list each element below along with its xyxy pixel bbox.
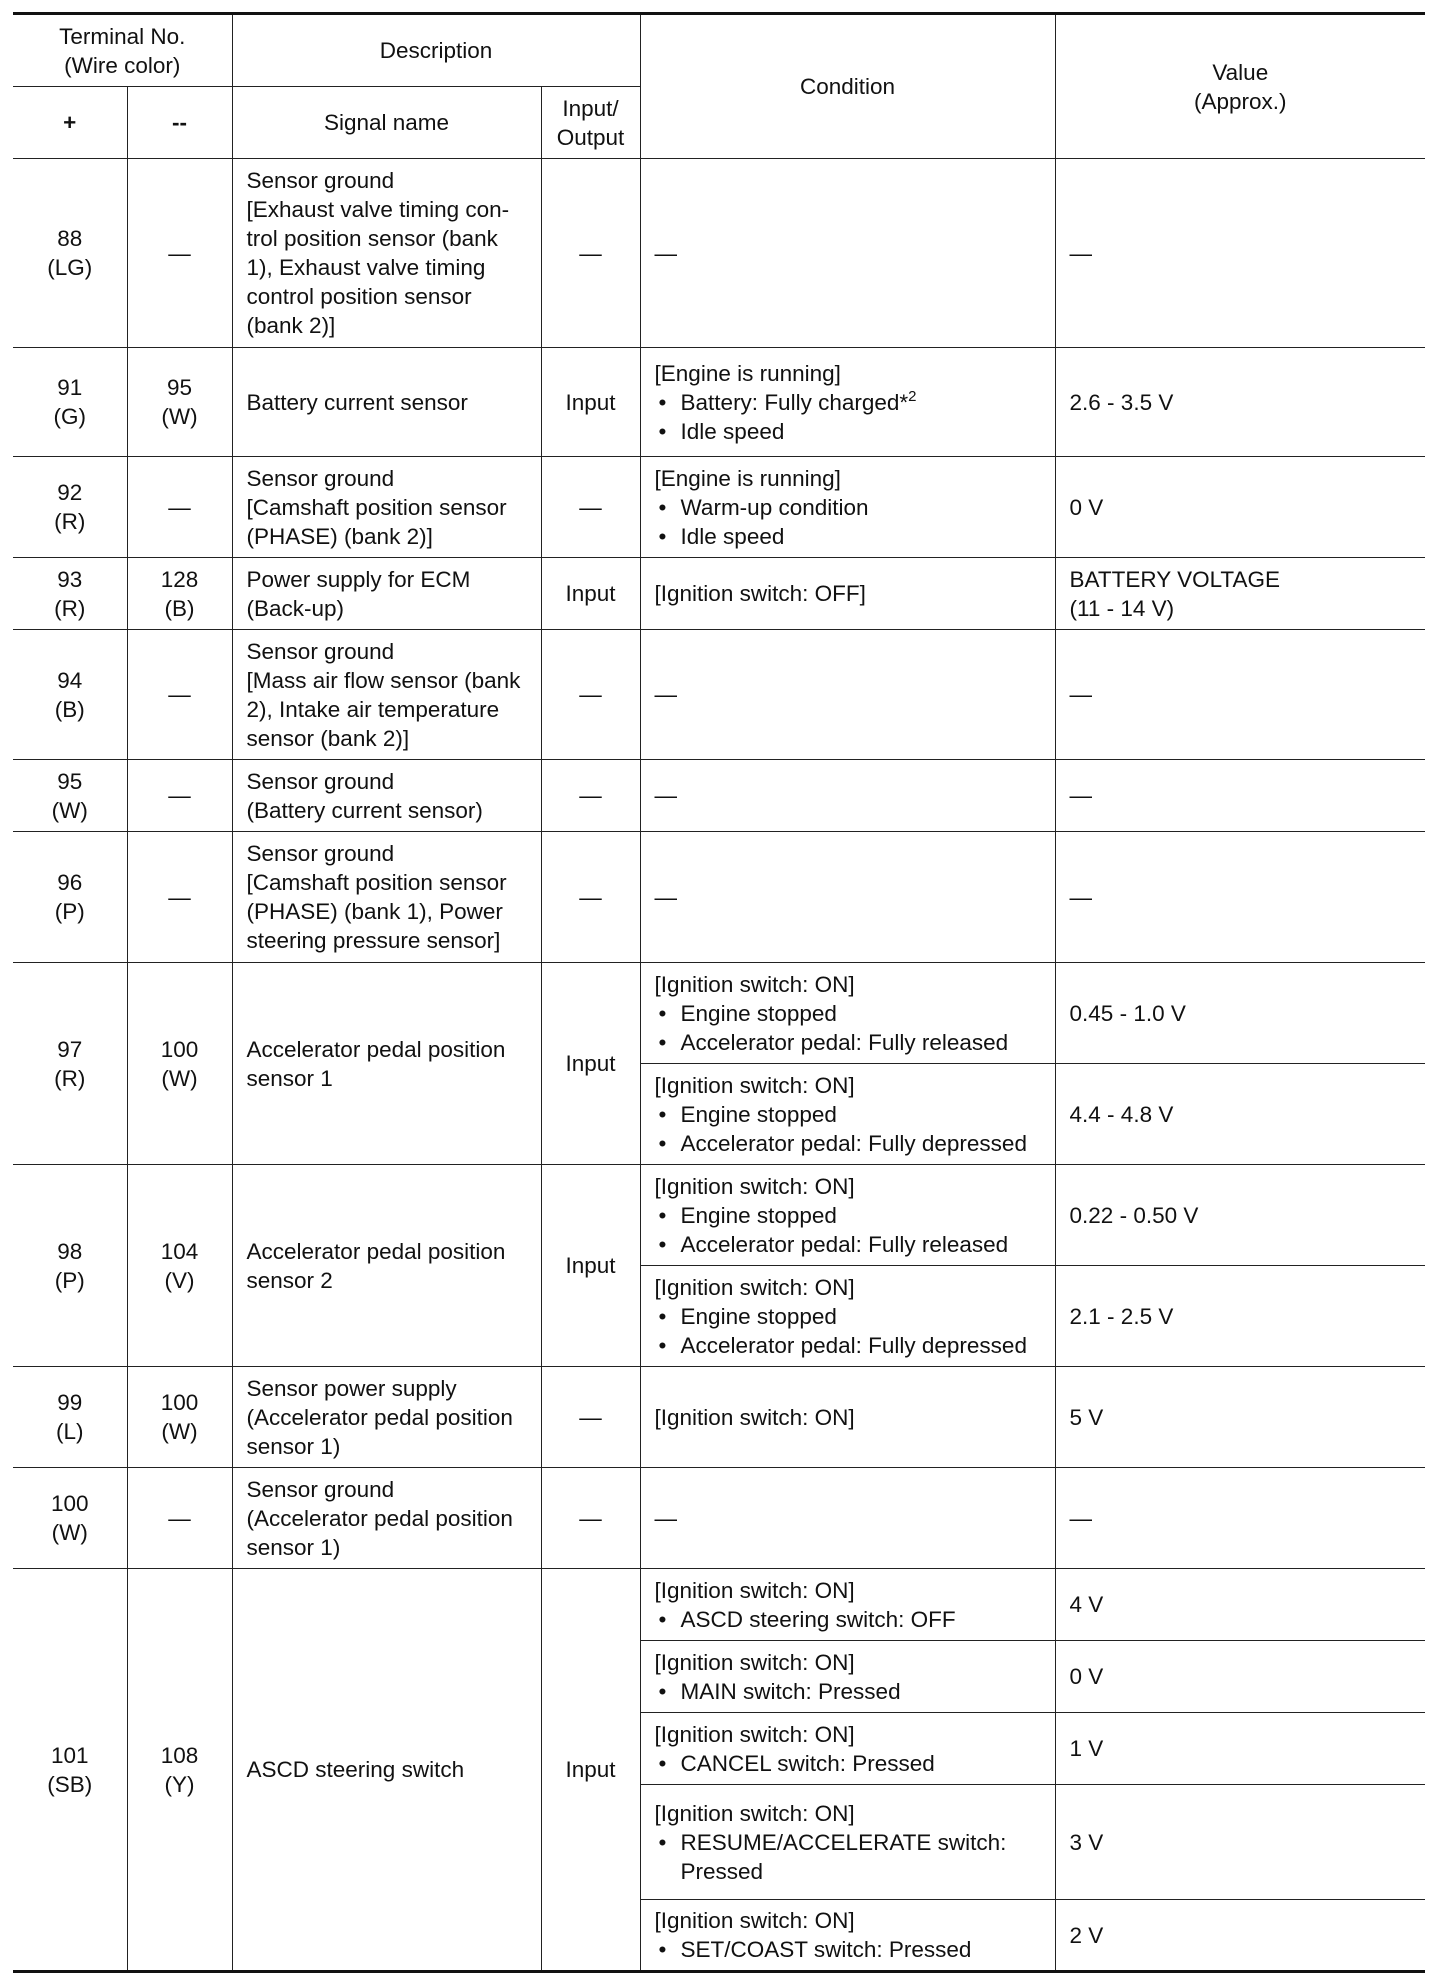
table-row — [13, 1367, 1425, 1468]
signal-name-cell — [232, 457, 541, 558]
terminal-plus-cell — [13, 558, 127, 630]
signal-name-line: Sensor ground — [246, 841, 395, 866]
signal-name-line: ASCD steering switch — [246, 1757, 465, 1782]
terminal-plus-cell — [13, 1165, 127, 1367]
condition-cell — [640, 1367, 1055, 1468]
io-value: Input — [565, 389, 616, 415]
terminal-minus-number: 104 — [160, 1238, 199, 1264]
condition-head: — — [654, 1505, 678, 1531]
value-text: 3 V — [1069, 1829, 1104, 1855]
terminal-plus-wire-color: (R) — [54, 595, 86, 621]
value-text: 0.45 - 1.0 V — [1069, 1000, 1186, 1026]
value-text: 2 V — [1069, 1922, 1104, 1948]
terminal-minus-cell — [127, 760, 232, 832]
header-row-top — [13, 14, 1425, 87]
signal-name-cell — [232, 348, 541, 457]
value-text: 0.22 - 0.50 V — [1069, 1202, 1199, 1228]
terminal-plus-wire-color: (P) — [54, 899, 85, 924]
condition-bullet — [655, 522, 1041, 551]
value-cell — [1055, 1713, 1425, 1785]
terminal-plus-wire-color: (P) — [54, 1267, 85, 1293]
table-row — [13, 963, 1425, 1064]
terminal-minus-cell — [127, 159, 232, 348]
value-text: 4.4 - 4.8 V — [1069, 1101, 1174, 1127]
plus-header — [13, 87, 127, 159]
terminal-minus-cell — [127, 558, 232, 630]
condition-bullet — [655, 1100, 1041, 1129]
terminal-plus-wire-color: (W) — [51, 1520, 88, 1545]
condition-bullet-text: Idle speed — [680, 523, 785, 549]
terminal-table-page — [13, 12, 1425, 1973]
condition-head: — — [654, 682, 678, 707]
io-cell — [541, 1468, 640, 1569]
io-label-line2: Output — [556, 124, 625, 150]
signal-name-cell — [232, 558, 541, 630]
terminal-plus-number: 95 — [57, 768, 83, 794]
condition-bullet-text: CANCEL switch: Pressed — [680, 1750, 935, 1776]
terminal-minus-wire-color: (V) — [164, 1267, 195, 1293]
condition-bullet-text: Engine stopped — [680, 1000, 837, 1026]
terminal-plus-number: 98 — [57, 1238, 83, 1264]
table-row — [13, 348, 1425, 457]
terminal-plus-cell — [13, 159, 127, 348]
terminal-minus-number: — — [168, 240, 191, 266]
terminal-minus-number: 100 — [160, 1036, 199, 1062]
condition-head: [Ignition switch: ON] — [654, 971, 855, 997]
condition-head: [Ignition switch: ON] — [654, 1577, 855, 1603]
condition-cell — [640, 1468, 1055, 1569]
value-cell — [1055, 1165, 1425, 1266]
table-row — [13, 1165, 1425, 1266]
terminal-minus-number: 95 — [166, 375, 193, 400]
condition-bullet — [655, 1302, 1041, 1331]
value-text: — — [1069, 240, 1093, 266]
signal-name-line: [Camshaft position sensor — [246, 494, 507, 520]
condition-cell — [640, 1569, 1055, 1641]
value-text: 0 V — [1069, 1664, 1104, 1689]
signal-name-line: control position sensor — [246, 284, 472, 309]
signal-name-cell — [232, 630, 541, 760]
condition-head: [Engine is running] — [654, 465, 841, 491]
condition-bullet-text: Engine stopped — [680, 1202, 837, 1228]
ecm-terminal-table — [13, 12, 1425, 1973]
condition-cell — [640, 760, 1055, 832]
table-row — [13, 457, 1425, 558]
io-cell — [541, 1165, 640, 1367]
value-cell — [1055, 1569, 1425, 1641]
plus-label: + — [63, 110, 77, 135]
minus-header — [127, 87, 232, 159]
value-cell — [1055, 1785, 1425, 1900]
table-row — [13, 558, 1425, 630]
condition-cell — [640, 1165, 1055, 1266]
condition-head: [Ignition switch: ON] — [654, 1274, 855, 1300]
signal-name-line: sensor 1) — [246, 1433, 341, 1459]
value-text: 0 V — [1069, 494, 1104, 520]
condition-bullet — [655, 1828, 1041, 1886]
terminal-plus-number: 93 — [57, 566, 83, 592]
value-text: 2.6 - 3.5 V — [1069, 389, 1174, 415]
terminal-plus-wire-color: (B) — [54, 696, 85, 722]
condition-bullet — [655, 1028, 1041, 1057]
condition-cell — [640, 630, 1055, 760]
terminal-minus-number: — — [168, 494, 191, 520]
signal-name-line: Sensor ground — [246, 168, 395, 193]
condition-cell — [640, 1641, 1055, 1713]
condition-head: [Ignition switch: OFF] — [654, 581, 866, 606]
value-cell — [1055, 558, 1425, 630]
io-header — [541, 87, 640, 159]
io-cell — [541, 760, 640, 832]
terminal-minus-cell — [127, 1367, 232, 1468]
terminal-minus-wire-color: (W) — [161, 1419, 198, 1444]
table-row — [13, 1468, 1425, 1569]
terminal-plus-number: 91 — [57, 375, 83, 400]
signal-name-line: sensor (bank 2)] — [246, 725, 410, 751]
terminal-minus-cell — [127, 1468, 232, 1569]
condition-bullet-text: Accelerator pedal: Fully depressed — [680, 1332, 1027, 1358]
signal-name-line: (bank 2)] — [246, 313, 336, 338]
terminal-plus-wire-color: (G) — [53, 404, 86, 429]
signal-name-cell — [232, 159, 541, 348]
value-cell — [1055, 963, 1425, 1064]
condition-head: [Ignition switch: ON] — [654, 1649, 855, 1675]
condition-head: [Ignition switch: ON] — [654, 1072, 855, 1098]
signal-name-line: Power supply for ECM — [246, 566, 471, 592]
signal-name-cell — [232, 963, 541, 1165]
io-cell — [541, 1569, 640, 1972]
condition-head: — — [654, 884, 678, 910]
condition-bullet — [655, 1605, 1041, 1634]
signal-name-line: 1), Exhaust valve timing — [246, 255, 486, 280]
terminal-minus-wire-color: (W) — [161, 1065, 198, 1091]
minus-label: -- — [172, 110, 187, 135]
terminal-minus-cell — [127, 630, 232, 760]
terminal-minus-cell — [127, 832, 232, 963]
io-cell — [541, 159, 640, 348]
terminal-plus-cell — [13, 630, 127, 760]
condition-head: [Ignition switch: ON] — [654, 1173, 855, 1199]
condition-head: — — [654, 240, 678, 266]
terminal-minus-cell — [127, 1165, 232, 1367]
io-value: — — [579, 494, 602, 520]
signal-name-cell — [232, 1367, 541, 1468]
terminal-no-header — [13, 14, 232, 87]
condition-bullet-text: Accelerator pedal: Fully released — [680, 1029, 1009, 1055]
signal-name-cell — [232, 1165, 541, 1367]
condition-bullet-text: Accelerator pedal: Fully depressed — [680, 1130, 1027, 1156]
terminal-plus-number: 97 — [57, 1036, 83, 1062]
io-value: Input — [565, 1051, 616, 1076]
value-cell — [1055, 1468, 1425, 1569]
io-value: — — [579, 1404, 602, 1430]
value-cell — [1055, 1367, 1425, 1468]
condition-cell — [640, 159, 1055, 348]
condition-cell — [640, 1266, 1055, 1367]
terminal-plus-number: 92 — [57, 480, 83, 505]
condition-bullet — [655, 388, 1041, 417]
signal-name-line: Sensor power supply — [246, 1375, 457, 1401]
value-text: — — [1069, 1505, 1093, 1531]
signal-name-line: steering pressure sensor] — [246, 928, 501, 953]
terminal-plus-cell — [13, 457, 127, 558]
value-cell — [1055, 760, 1425, 832]
terminal-minus-cell — [127, 1569, 232, 1972]
terminal-plus-cell — [13, 1367, 127, 1468]
condition-cell — [640, 558, 1055, 630]
value-label: Value — [1212, 59, 1269, 85]
value-cell — [1055, 832, 1425, 963]
signal-name-line: (Battery current sensor) — [246, 797, 483, 823]
condition-head: [Ignition switch: ON] — [654, 1404, 855, 1430]
terminal-plus-wire-color: (R) — [54, 509, 86, 534]
terminal-minus-number: — — [168, 1505, 191, 1531]
condition-head: — — [654, 783, 678, 808]
condition-cell — [640, 1785, 1055, 1900]
condition-bullet — [655, 1230, 1041, 1259]
condition-bullet — [655, 1129, 1041, 1158]
value-text: 4 V — [1069, 1592, 1104, 1617]
condition-header — [640, 14, 1055, 159]
terminal-plus-cell — [13, 832, 127, 963]
condition-bullet-text: Accelerator pedal: Fully released — [680, 1231, 1009, 1257]
condition-bullet-text: MAIN switch: Pressed — [680, 1678, 901, 1704]
table-row — [13, 760, 1425, 832]
signal-name-line: Sensor ground — [246, 465, 395, 491]
condition-head: [Ignition switch: ON] — [654, 1721, 855, 1747]
signal-name-line: 2), Intake air temperature — [246, 696, 500, 722]
condition-bullet-text: ASCD steering switch: OFF — [680, 1606, 956, 1632]
condition-bullet — [655, 1331, 1041, 1360]
condition-bullet — [655, 493, 1041, 522]
condition-cell — [640, 1900, 1055, 1972]
signal-name-line: sensor 1) — [246, 1534, 341, 1560]
signal-name-cell — [232, 760, 541, 832]
condition-cell — [640, 832, 1055, 963]
terminal-minus-number: 128 — [160, 566, 199, 592]
value-cell — [1055, 348, 1425, 457]
value-text: 2.1 - 2.5 V — [1069, 1303, 1174, 1329]
signal-name-line: Sensor ground — [246, 768, 395, 794]
value-cell — [1055, 457, 1425, 558]
signal-name-cell — [232, 832, 541, 963]
terminal-minus-cell — [127, 963, 232, 1165]
signal-name-label: Signal name — [323, 110, 450, 135]
terminal-plus-wire-color: (SB) — [47, 1771, 93, 1797]
condition-bullet-text: Warm-up condition — [680, 494, 869, 520]
signal-name-line: Accelerator pedal position — [246, 1238, 506, 1264]
value-text: 5 V — [1069, 1404, 1104, 1430]
terminal-minus-cell — [127, 457, 232, 558]
signal-name-cell — [232, 1468, 541, 1569]
value-text: — — [1069, 783, 1093, 808]
value-header — [1055, 14, 1425, 159]
io-value: Input — [565, 1253, 616, 1278]
value-cell — [1055, 630, 1425, 760]
footnote-marker: 2 — [908, 387, 917, 405]
terminal-plus-cell — [13, 1569, 127, 1972]
signal-name-line: [Mass air flow sensor (bank — [246, 667, 521, 693]
value-text: BATTERY VOLTAGE — [1069, 566, 1281, 592]
table-row — [13, 630, 1425, 760]
terminal-plus-number: 94 — [57, 667, 83, 693]
condition-bullet — [655, 417, 1041, 446]
signal-name-line: (PHASE) (bank 2)] — [246, 523, 433, 549]
condition-bullet-text: Engine stopped — [680, 1303, 837, 1329]
terminal-minus-wire-color: (W) — [161, 404, 198, 429]
condition-bullet-text: SET/COAST switch: Pressed — [680, 1937, 972, 1962]
table-row — [13, 1569, 1425, 1641]
terminal-minus-number: — — [168, 783, 191, 808]
io-cell — [541, 963, 640, 1165]
condition-bullet — [655, 1749, 1041, 1778]
condition-head: [Engine is running] — [654, 360, 841, 386]
terminal-minus-number: 108 — [160, 1742, 199, 1768]
signal-name-line: Accelerator pedal position — [246, 1036, 506, 1062]
terminal-plus-number: 100 — [50, 1491, 89, 1516]
terminal-no-label: Terminal No. — [59, 23, 186, 49]
io-value: — — [579, 783, 602, 808]
io-cell — [541, 348, 640, 457]
description-header — [232, 14, 640, 87]
signal-name-line: sensor 1 — [246, 1065, 333, 1091]
terminal-plus-wire-color: (R) — [54, 1065, 86, 1091]
io-value: Input — [565, 1757, 616, 1782]
io-cell — [541, 558, 640, 630]
value-text: — — [1069, 682, 1093, 707]
signal-name-line: Sensor ground — [246, 1476, 395, 1502]
io-cell — [541, 630, 640, 760]
signal-name-header — [232, 87, 541, 159]
terminal-minus-wire-color: (B) — [164, 595, 195, 621]
io-cell — [541, 832, 640, 963]
terminal-plus-number: 96 — [57, 870, 83, 895]
terminal-plus-number: 88 — [57, 226, 83, 251]
signal-name-line: Sensor ground — [246, 638, 395, 664]
value-cell — [1055, 1064, 1425, 1165]
condition-head: [Ignition switch: ON] — [654, 1908, 855, 1933]
io-cell — [541, 1367, 640, 1468]
condition-cell — [640, 963, 1055, 1064]
terminal-plus-cell — [13, 963, 127, 1165]
table-row — [13, 159, 1425, 348]
terminal-minus-cell — [127, 348, 232, 457]
value-text: 1 V — [1069, 1736, 1104, 1761]
condition-bullet-text: Engine stopped — [680, 1101, 837, 1127]
condition-bullet-text: Battery: Fully charged* — [680, 389, 909, 415]
io-label-line1: Input/ — [562, 95, 619, 121]
value-cell — [1055, 1641, 1425, 1713]
condition-bullet-text: Idle speed — [680, 418, 785, 444]
condition-bullet-text: RESUME/ACCELERATE switch: Pressed — [680, 1829, 1007, 1884]
terminal-plus-wire-color: (L) — [56, 1419, 84, 1444]
signal-name-line: [Camshaft position sensor — [246, 870, 507, 895]
condition-bullet — [655, 1201, 1041, 1230]
condition-bullet — [655, 999, 1041, 1028]
value-text-range: (11 - 14 V) — [1069, 595, 1175, 621]
signal-name-line: (Accelerator pedal position — [246, 1505, 513, 1531]
io-value: — — [579, 1505, 602, 1531]
terminal-plus-cell — [13, 760, 127, 832]
condition-cell — [640, 457, 1055, 558]
io-cell — [541, 457, 640, 558]
description-label: Description — [379, 38, 493, 63]
condition-label: Condition — [799, 74, 896, 99]
condition-cell — [640, 1713, 1055, 1785]
value-approx-label: (Approx.) — [1194, 88, 1287, 114]
signal-name-cell — [232, 1569, 541, 1972]
terminal-plus-number: 99 — [57, 1390, 83, 1415]
signal-name-line: (Accelerator pedal position — [246, 1404, 513, 1430]
terminal-plus-wire-color: (W) — [51, 797, 88, 823]
value-text: — — [1069, 884, 1093, 910]
signal-name-line: (PHASE) (bank 1), Power — [246, 899, 503, 924]
condition-cell — [640, 348, 1055, 457]
condition-bullet — [655, 1935, 1041, 1964]
signal-name-line: [Exhaust valve timing con- — [246, 197, 510, 222]
table-row — [13, 832, 1425, 963]
condition-head: [Ignition switch: ON] — [654, 1800, 855, 1826]
signal-name-line: Battery current sensor — [246, 389, 468, 415]
terminal-minus-number: — — [168, 884, 191, 910]
io-value: — — [579, 884, 602, 910]
wire-color-label: (Wire color) — [64, 52, 181, 78]
terminal-plus-number: 101 — [50, 1742, 89, 1768]
value-cell — [1055, 159, 1425, 348]
io-value: — — [579, 682, 602, 707]
io-value: Input — [565, 581, 616, 606]
signal-name-line: trol position sensor (bank — [246, 226, 498, 251]
terminal-minus-wire-color: (Y) — [164, 1771, 195, 1797]
signal-name-line: sensor 2 — [246, 1267, 333, 1293]
terminal-plus-wire-color: (LG) — [47, 255, 93, 280]
io-value: — — [579, 240, 602, 266]
terminal-minus-number: — — [168, 682, 191, 707]
condition-bullet — [655, 1677, 1041, 1706]
terminal-plus-cell — [13, 1468, 127, 1569]
table-body — [13, 159, 1425, 1972]
value-cell — [1055, 1900, 1425, 1972]
signal-name-line: (Back-up) — [246, 595, 345, 621]
value-cell — [1055, 1266, 1425, 1367]
terminal-minus-number: 100 — [160, 1390, 199, 1415]
terminal-plus-cell — [13, 348, 127, 457]
condition-cell — [640, 1064, 1055, 1165]
